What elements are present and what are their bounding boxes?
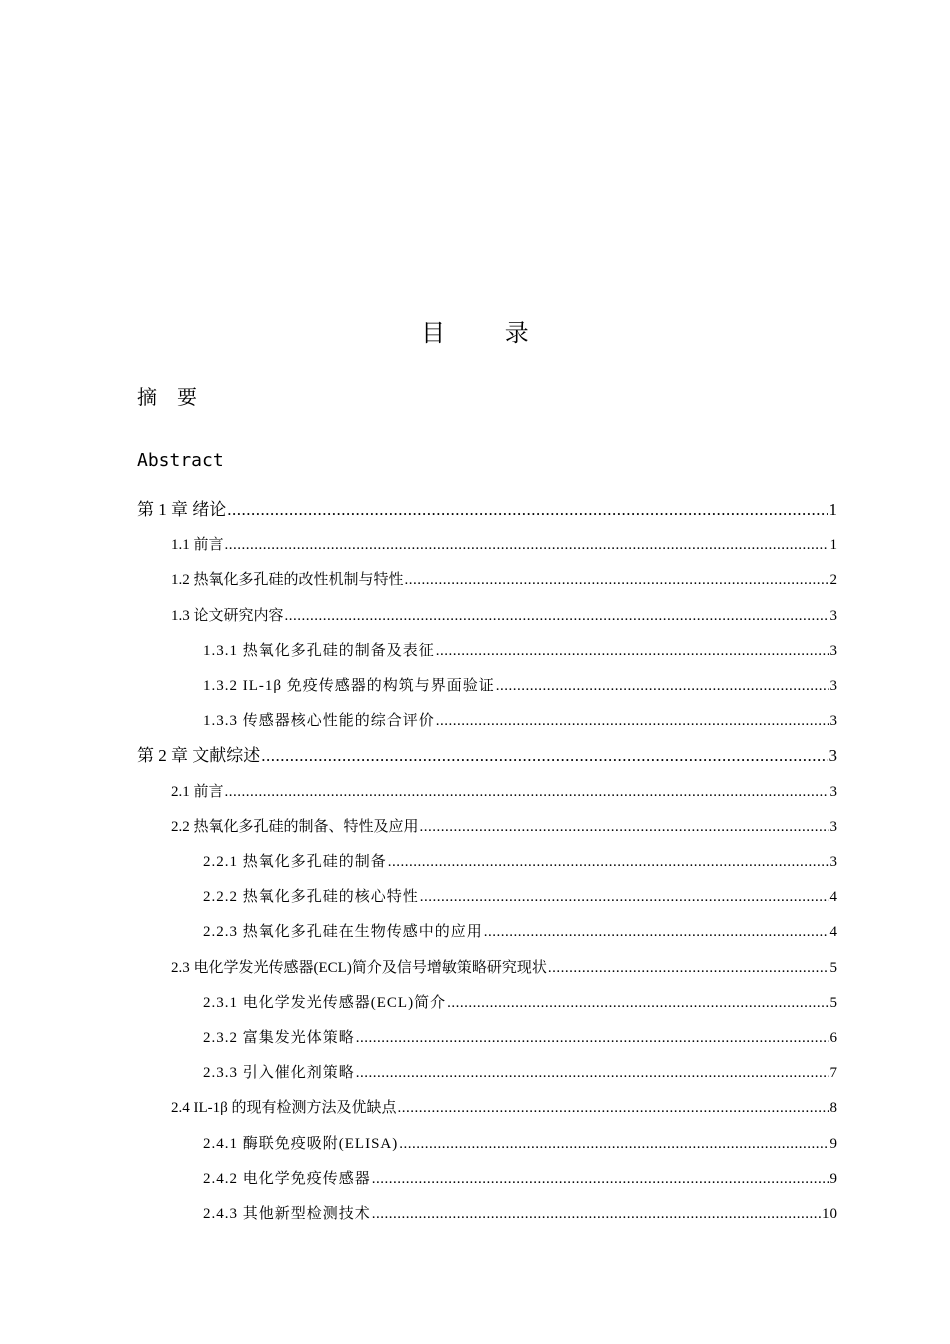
toc-dot-leader [225,781,829,803]
toc-entry-label: 2.4.2 电化学免疫传感器 [203,1171,371,1187]
toc-entry-label: 1.1 前言 [171,537,224,553]
toc-entry-page: 9 [829,1171,837,1187]
toc-entry-page: 4 [829,889,837,905]
toc-entry[interactable] [137,499,837,521]
toc-entry-label: 1.3.3 传感器核心性能的综合评价 [203,713,435,729]
toc-entry-page: 3 [829,854,837,870]
toc-entry-page: 3 [829,678,837,694]
toc-entry[interactable] [203,992,837,1014]
toc-entry-page: 5 [829,995,837,1011]
toc-title: 目 录 [421,319,555,347]
toc-dot-leader [261,745,827,767]
toc-dot-leader [227,499,827,521]
toc-entry-label: 1.3.1 热氧化多孔硅的制备及表征 [203,643,435,659]
toc-entry-page: 7 [829,1065,837,1081]
toc-dot-leader [405,569,829,591]
toc-entry-page: 3 [828,746,837,765]
toc-entry-page: 3 [829,643,837,659]
toc-entry-page: 8 [829,1100,837,1116]
toc-entry[interactable] [203,675,837,697]
toc-entry-label: 第 2 章 文献综述 [137,746,261,765]
toc-entry-page: 5 [829,960,837,976]
toc-entry-label: 2.2.1 热氧化多孔硅的制备 [203,854,387,870]
toc-entry[interactable] [171,816,837,838]
toc-entry-page: 3 [829,713,837,729]
toc-dot-leader [420,816,829,838]
toc-entry-label: 2.4.1 酶联免疫吸附(ELISA) [203,1136,399,1152]
toc-entry-page: 2 [829,572,837,588]
toc-dot-leader [548,957,829,979]
toc-entry-label: 2.2.2 热氧化多孔硅的核心特性 [203,889,419,905]
toc-entry-label: 2.3.3 引入催化剂策略 [203,1065,355,1081]
toc-dot-leader [225,534,829,556]
abstract-cn-entry[interactable]: 摘要 [137,385,217,409]
toc-dot-leader [436,640,829,662]
toc-dot-leader [356,1062,829,1084]
toc-entry-label: 2.2.3 热氧化多孔硅在生物传感中的应用 [203,924,483,940]
toc-entry-page: 6 [829,1030,837,1046]
toc-entry-page: 3 [829,819,837,835]
toc-entry[interactable] [171,1097,837,1119]
toc-entry[interactable] [171,781,837,803]
toc-entry-label: 2.3.1 电化学发光传感器(ECL)简介 [203,995,447,1011]
toc-dot-leader [372,1203,821,1225]
toc-entry-page: 9 [829,1136,837,1152]
toc-entry-label: 2.3.2 富集发光体策略 [203,1030,355,1046]
toc-entry-page: 1 [828,500,837,519]
toc-entry-page: 1 [829,537,837,553]
toc-dot-leader [447,992,828,1014]
toc-dot-leader [372,1168,829,1190]
toc-entry-label: 1.3 论文研究内容 [171,608,284,624]
toc-entry-label: 2.2 热氧化多孔硅的制备、特性及应用 [171,819,419,835]
toc-entry[interactable] [171,569,837,591]
toc-dot-leader [399,1133,828,1155]
toc-entry[interactable] [203,1168,837,1190]
toc-entry[interactable] [203,886,837,908]
abstract-en-entry[interactable]: Abstract [137,450,224,471]
toc-dot-leader [496,675,829,697]
toc-dot-leader [484,921,829,943]
toc-entry-label: 2.4 IL-1β 的现有检测方法及优缺点 [171,1100,397,1116]
toc-entry[interactable] [171,534,837,556]
toc-entry-label: 2.4.3 其他新型检测技术 [203,1206,371,1222]
toc-entry-page: 3 [829,608,837,624]
toc-entry-label: 1.2 热氧化多孔硅的改性机制与特性 [171,572,404,588]
toc-dot-leader [285,605,829,627]
toc-entry[interactable] [203,1133,837,1155]
toc-entry-label: 2.1 前言 [171,784,224,800]
toc-entry[interactable] [203,640,837,662]
toc-entry-page: 10 [822,1206,837,1222]
toc-entry-page: 3 [829,784,837,800]
toc-entry[interactable] [203,1062,837,1084]
toc-entry[interactable] [203,710,837,732]
toc-entry[interactable] [203,921,837,943]
toc-dot-leader [356,1027,829,1049]
toc-dot-leader [398,1097,829,1119]
toc-entry[interactable] [203,1027,837,1049]
toc-entry[interactable] [171,957,837,979]
toc-entry[interactable] [203,851,837,873]
toc-entry[interactable] [203,1203,837,1225]
toc-dot-leader [420,886,829,908]
toc-dot-leader [436,710,829,732]
toc-entry[interactable] [137,745,837,767]
toc-entry-label: 2.3 电化学发光传感器(ECL)简介及信号增敏策略研究现状 [171,960,547,976]
toc-entry-page: 4 [829,924,837,940]
toc-dot-leader [388,851,829,873]
toc-entry-label: 第 1 章 绪论 [137,500,227,519]
toc-entry[interactable] [171,605,837,627]
toc-entry-label: 1.3.2 IL-1β 免疫传感器的构筑与界面验证 [203,678,495,694]
